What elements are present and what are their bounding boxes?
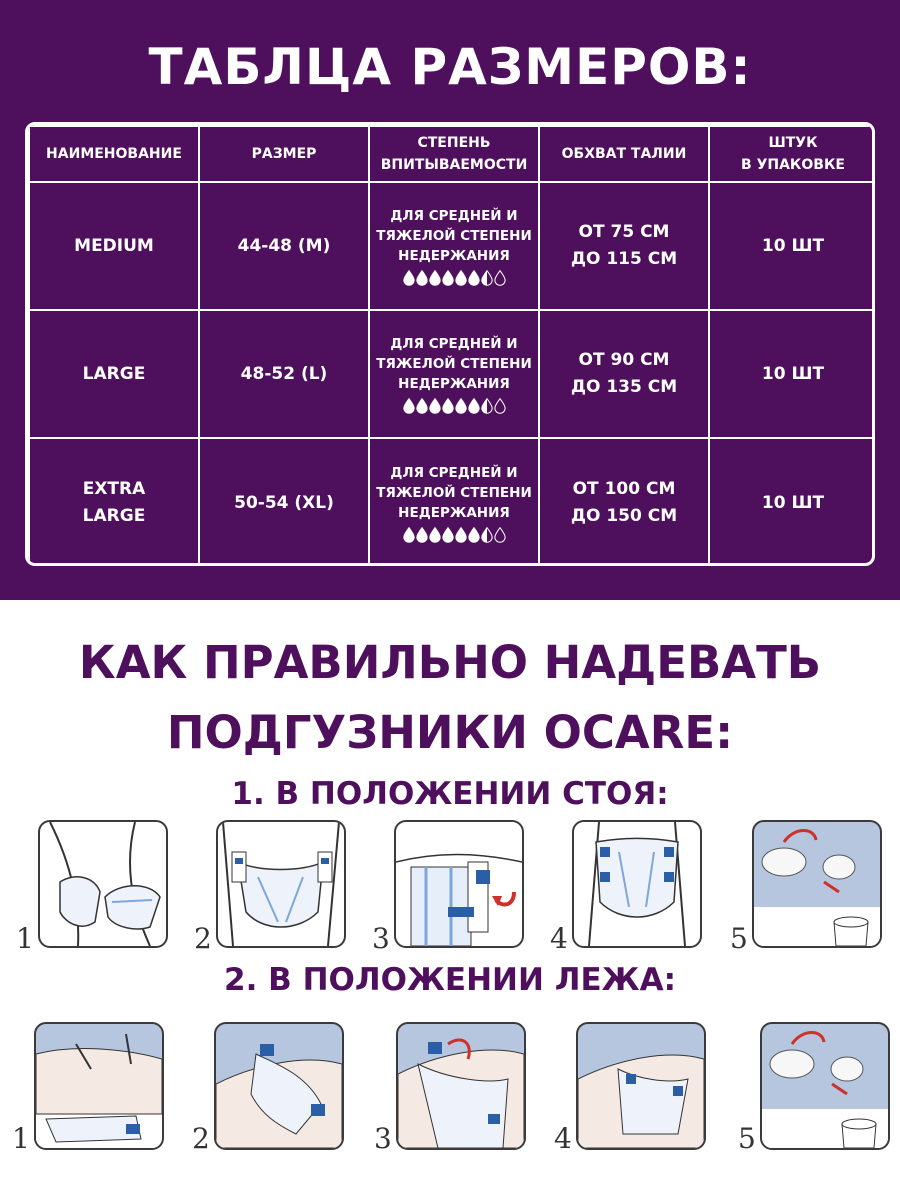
- size-table-title: ТАБЛЦА РАЗМЕРОВ:: [148, 38, 752, 96]
- pack-count: 10 ШТ: [761, 363, 825, 384]
- row-large-size: [198, 309, 370, 439]
- pack-count: 10 ШТ: [761, 235, 825, 256]
- row-xl-name: [28, 437, 200, 566]
- header-pack: [708, 125, 875, 183]
- drop-icon: [455, 269, 467, 287]
- row-name-line1: EXTRA: [82, 479, 146, 499]
- diaper-worn-illustration: [572, 820, 702, 948]
- row-size-value: 44-48 (M): [237, 235, 331, 256]
- waist-to: ДО 115 СМ: [570, 249, 678, 269]
- step-number: 5: [738, 1122, 756, 1155]
- step-number: 4: [550, 922, 568, 955]
- drop-icon: [468, 397, 480, 415]
- drop-icon: [468, 526, 480, 544]
- diaper-dispose-illustration: [752, 820, 882, 948]
- absorb-line2: ТЯЖЕЛОЙ СТЕПЕНИ: [376, 484, 532, 501]
- step-number: 2: [192, 1122, 210, 1155]
- pack-count: 10 ШТ: [761, 492, 825, 513]
- header-size: [198, 125, 370, 183]
- instructions-title-line2: ПОДГУЗНИКИ OCARE:: [166, 706, 734, 759]
- waist-from: ОТ 100 СМ: [572, 479, 676, 499]
- drop-icon: [442, 397, 454, 415]
- absorb-line3: НЕДЕРЖАНИЯ: [398, 375, 510, 392]
- header-name: [28, 125, 200, 183]
- instructions-title-line1: КАК ПРАВИЛЬНО НАДЕВАТЬ: [78, 636, 822, 689]
- drop-icon: [455, 526, 467, 544]
- drop-icon: [429, 269, 441, 287]
- absorb-line2: ТЯЖЕЛОЙ СТЕПЕНИ: [376, 355, 532, 372]
- row-xl-waist: [538, 437, 710, 566]
- absorb-line1: ДЛЯ СРЕДНЕЙ И: [390, 464, 518, 481]
- drop-icon: [494, 526, 506, 544]
- drop-icon: [429, 397, 441, 415]
- row-large-waist: [538, 309, 710, 439]
- lying-pull-illustration: [214, 1022, 344, 1150]
- step-number: 3: [374, 1122, 392, 1155]
- instructions-title: [0, 628, 900, 768]
- header-name-label: НАИМЕНОВАНИЕ: [46, 146, 182, 162]
- drop-icon: [403, 269, 415, 287]
- step-number: 3: [372, 922, 390, 955]
- row-xl-absorbency: [368, 437, 540, 566]
- step-number: 1: [12, 1122, 30, 1155]
- absorb-line2: ТЯЖЕЛОЙ СТЕПЕНИ: [376, 227, 532, 244]
- drop-icon: [494, 397, 506, 415]
- waist-to: ДО 150 СМ: [570, 506, 678, 526]
- drop-icon: [481, 526, 493, 544]
- drop-icon: [468, 269, 480, 287]
- drop-icon: [481, 397, 493, 415]
- drop-icon: [455, 397, 467, 415]
- waist-from: ОТ 90 СМ: [578, 350, 670, 370]
- row-size-value: 48-52 (L): [240, 363, 328, 384]
- drop-icon: [494, 269, 506, 287]
- lying-position-illustration: [34, 1022, 164, 1150]
- lying-worn-illustration: [576, 1022, 706, 1150]
- drop-icon: [416, 397, 428, 415]
- absorbency-drops-rating: [403, 269, 506, 287]
- header-waist-label: ОБХВАТ ТАЛИИ: [561, 146, 687, 162]
- step-number: 1: [16, 922, 34, 955]
- row-medium-absorbency: [368, 181, 540, 311]
- drop-icon: [403, 397, 415, 415]
- row-large-absorbency: [368, 309, 540, 439]
- absorb-line1: ДЛЯ СРЕДНЕЙ И: [390, 207, 518, 224]
- absorb-line3: НЕДЕРЖАНИЯ: [398, 504, 510, 521]
- size-table: [25, 122, 875, 566]
- drop-icon: [429, 526, 441, 544]
- step-number: 5: [730, 922, 748, 955]
- absorbency-drops-rating: [403, 397, 506, 415]
- drop-icon: [442, 526, 454, 544]
- step-number: 4: [554, 1122, 572, 1155]
- header-pack-line1: ШТУК: [768, 135, 818, 151]
- waist-to: ДО 135 СМ: [570, 377, 678, 397]
- absorb-line3: НЕДЕРЖАНИЯ: [398, 247, 510, 264]
- row-medium-size: [198, 181, 370, 311]
- row-medium-pack: [708, 181, 875, 311]
- lying-tab-fasten-illustration: [396, 1022, 526, 1150]
- row-large-pack: [708, 309, 875, 439]
- absorb-line1: ДЛЯ СРЕДНЕЙ И: [390, 335, 518, 352]
- lying-title: 2. В ПОЛОЖЕНИИ ЛЕЖА:: [224, 962, 676, 998]
- header-absorbency-line2: ВПИТЫВАЕМОСТИ: [380, 157, 528, 173]
- header-size-label: РАЗМЕР: [251, 146, 317, 162]
- drop-icon: [403, 526, 415, 544]
- diaper-pull-illustration: [216, 820, 346, 948]
- header-waist: [538, 125, 710, 183]
- row-name-line1: MEDIUM: [74, 235, 154, 256]
- waist-from: ОТ 75 СМ: [578, 222, 670, 242]
- diaper-fold-illustration: [38, 820, 168, 948]
- row-medium-name: [28, 181, 200, 311]
- drop-icon: [481, 269, 493, 287]
- diaper-dispose-illustration: [760, 1022, 890, 1150]
- absorbency-drops-rating: [403, 526, 506, 544]
- tab-fasten-illustration: [394, 820, 524, 948]
- step-number: 2: [194, 922, 212, 955]
- header-pack-line2: В УПАКОВКЕ: [741, 157, 845, 173]
- row-xl-size: [198, 437, 370, 566]
- row-name-line1: LARGE: [82, 363, 146, 384]
- standing-title: 1. В ПОЛОЖЕНИИ СТОЯ:: [231, 776, 669, 812]
- row-medium-waist: [538, 181, 710, 311]
- drop-icon: [442, 269, 454, 287]
- row-xl-pack: [708, 437, 875, 566]
- row-size-value: 50-54 (XL): [234, 492, 334, 513]
- row-name-line2: LARGE: [82, 506, 146, 526]
- header-absorbency: [368, 125, 540, 183]
- row-large-name: [28, 309, 200, 439]
- drop-icon: [416, 526, 428, 544]
- drop-icon: [416, 269, 428, 287]
- header-absorbency-line1: СТЕПЕНЬ: [417, 135, 491, 151]
